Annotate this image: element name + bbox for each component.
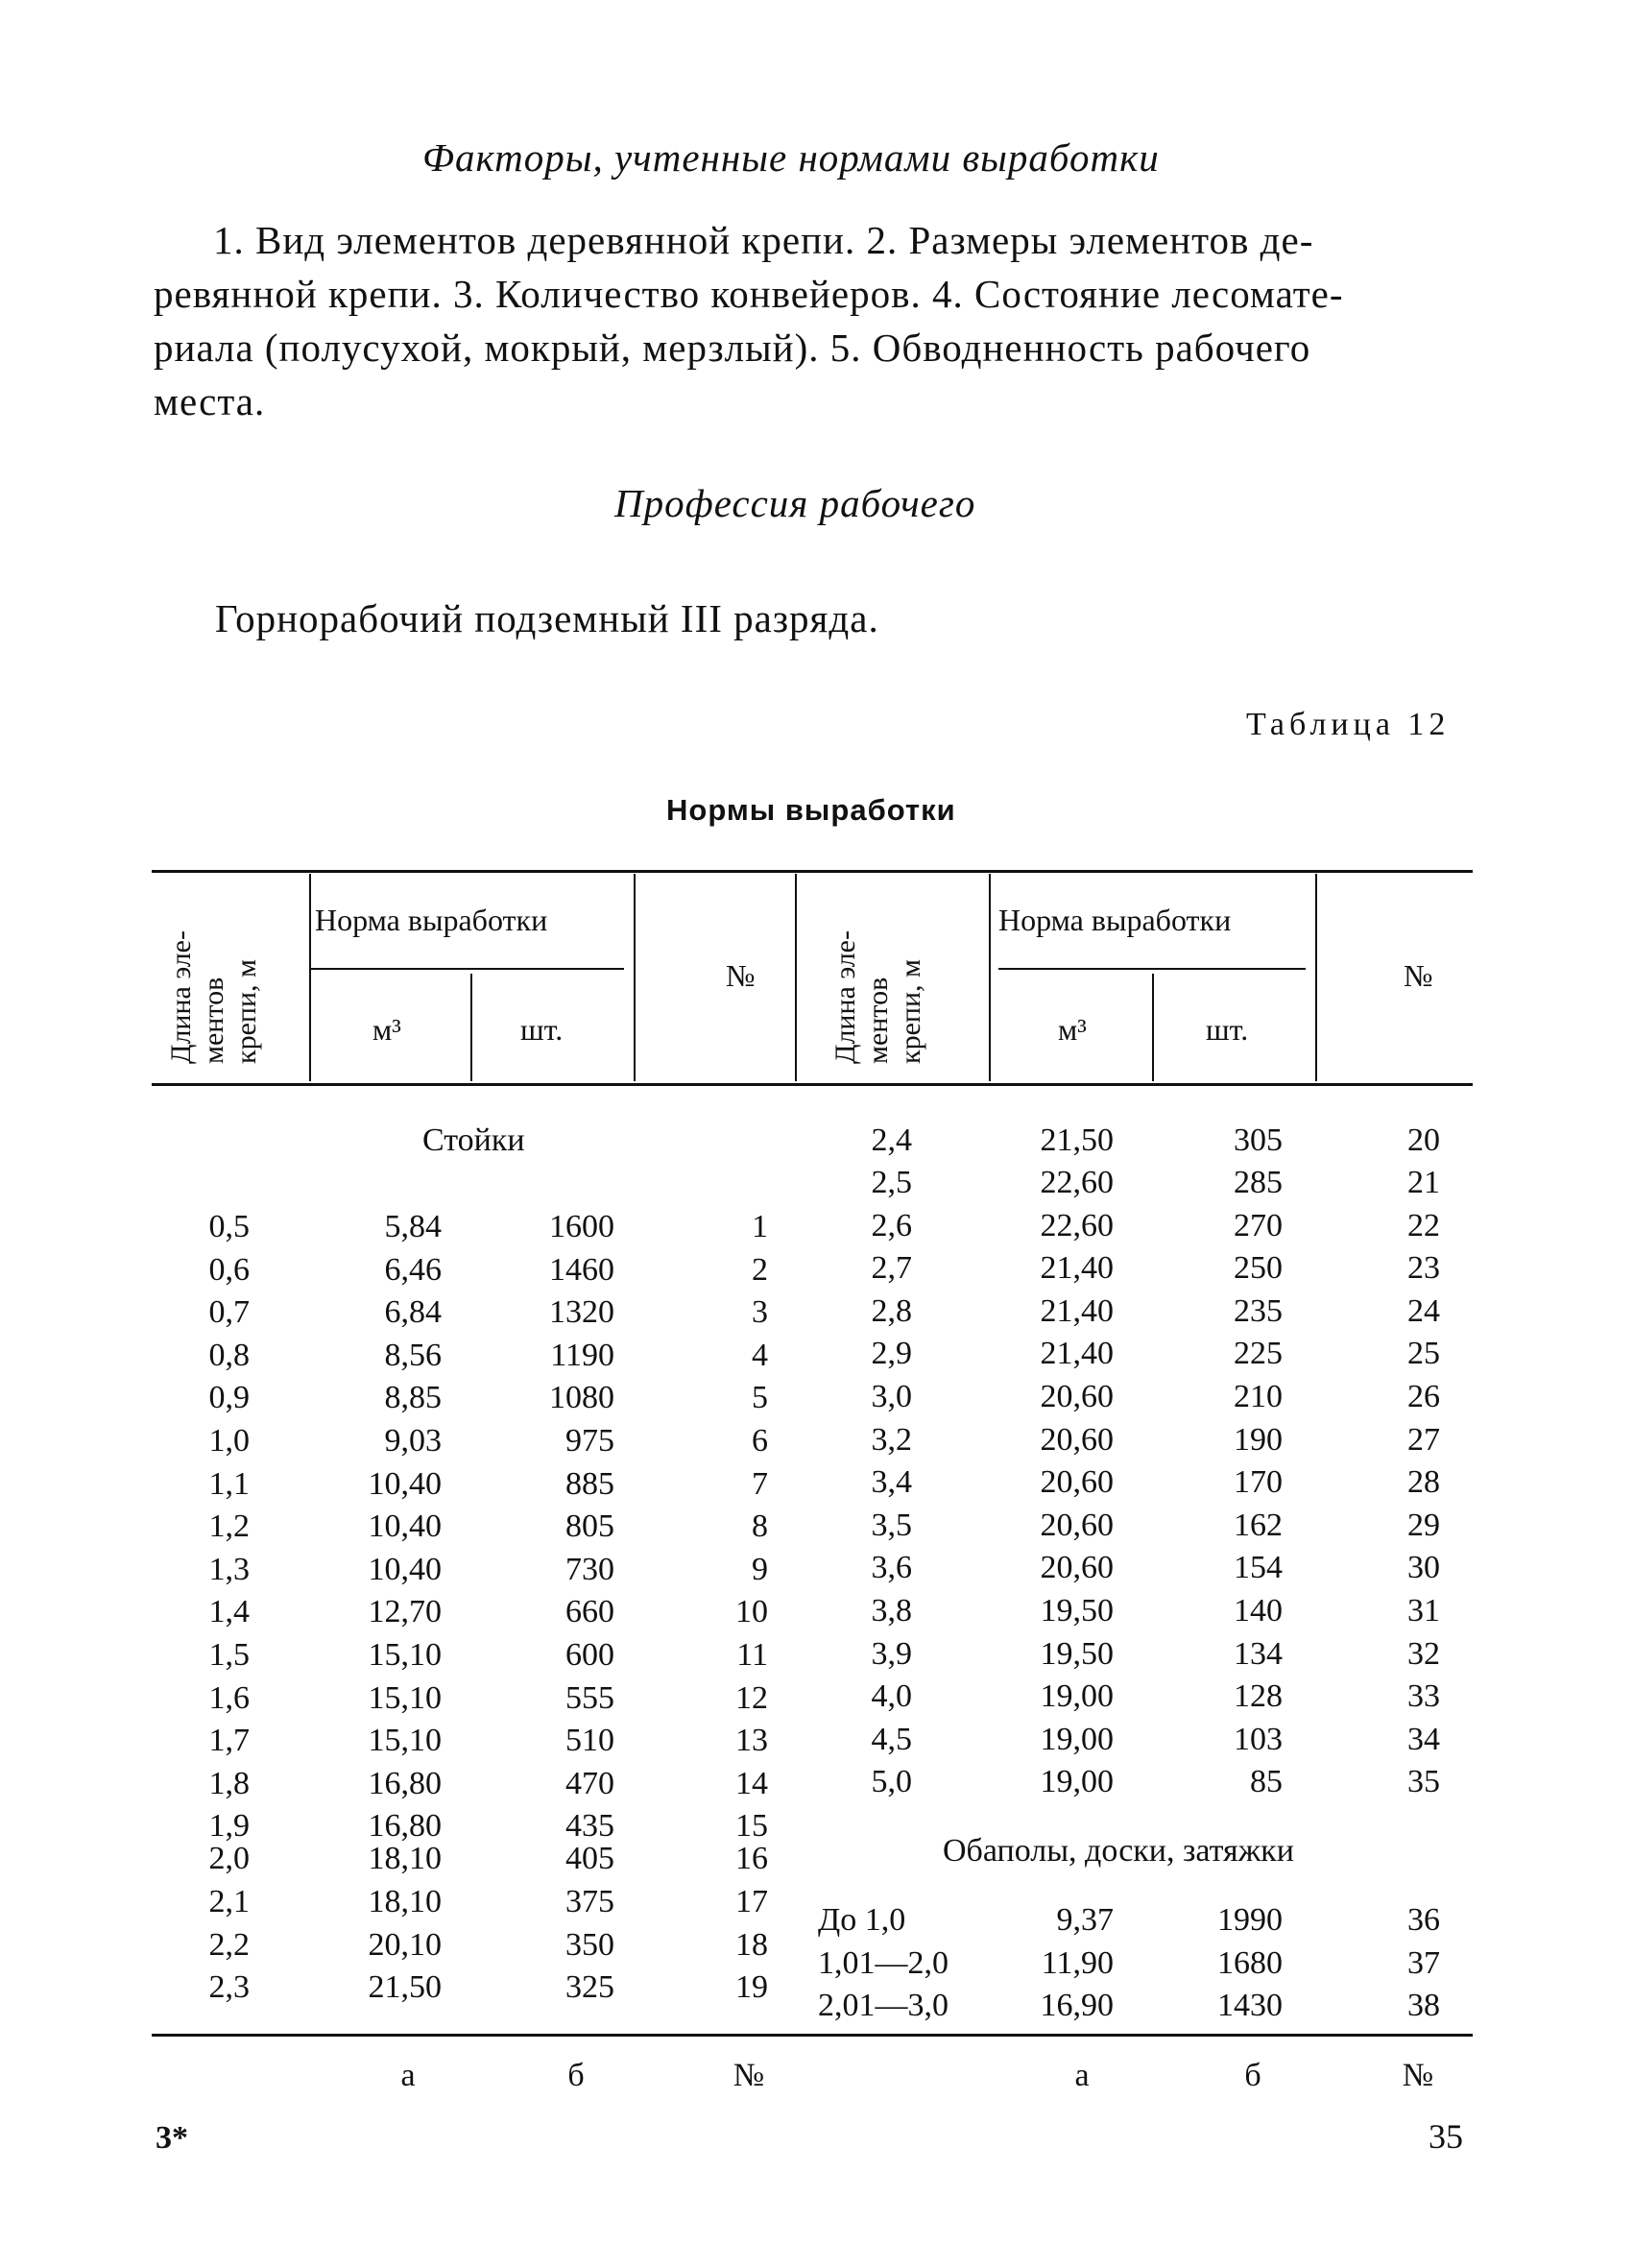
table-cell: 34 xyxy=(1407,1721,1440,1757)
table-cell: 555 xyxy=(565,1679,614,1716)
table-cell: 3,8 xyxy=(871,1593,912,1629)
table-cell: 21 xyxy=(1407,1165,1440,1200)
table-cell: 19,00 xyxy=(1040,1678,1114,1715)
norm-header: Норма выработки xyxy=(315,903,548,937)
table-cell: 1320 xyxy=(549,1294,614,1331)
table-cell: 33 xyxy=(1407,1678,1440,1715)
table-cell: 19,50 xyxy=(1040,1593,1114,1629)
table-cell: 2,3 xyxy=(208,1969,250,2006)
table-cell: 12 xyxy=(735,1679,768,1716)
table-title: Нормы выработки xyxy=(666,793,956,827)
factors-line-2: ревянной крепи. 3. Количество конвейеров. 4. Состояние лесомате- xyxy=(154,272,1344,316)
table-cell: 15,10 xyxy=(368,1637,442,1673)
table-cell: 18,10 xyxy=(368,1884,442,1919)
pcs-header: шт. xyxy=(1206,1012,1249,1047)
table-cell: 103 xyxy=(1234,1721,1283,1757)
table-cell: 1,6 xyxy=(208,1679,250,1716)
table-cell: 3,4 xyxy=(871,1464,912,1501)
table-cell: 12,70 xyxy=(368,1594,442,1630)
table-cell: 24 xyxy=(1407,1292,1440,1329)
table-cell: 31 xyxy=(1407,1593,1440,1629)
length-header: Длина эле- ментов крепи, м xyxy=(165,930,262,1064)
header-divider xyxy=(1152,974,1154,1081)
table-cell: 10 xyxy=(735,1594,768,1630)
table-cell: 805 xyxy=(565,1508,614,1545)
table-cell: 0,5 xyxy=(208,1209,250,1244)
footer-col-num: № xyxy=(1402,2058,1434,2093)
table-cell: 2,5 xyxy=(871,1165,912,1200)
table-cell: 3,6 xyxy=(871,1550,912,1586)
table-cell: 6,46 xyxy=(384,1251,442,1288)
table-cell: 25 xyxy=(1407,1336,1440,1372)
table-cell: 1680 xyxy=(1217,1944,1283,1981)
table-cell: 0,7 xyxy=(208,1294,250,1331)
table-cell: 20,60 xyxy=(1040,1379,1114,1414)
factors-line-1: 1. Вид элементов деревянной крепи. 2. Размеры элементов де- xyxy=(213,218,1314,262)
table-cell: 20,60 xyxy=(1040,1464,1114,1501)
table-cell: 85 xyxy=(1250,1764,1283,1800)
table-cell: 16,80 xyxy=(368,1808,442,1845)
table-cell: 190 xyxy=(1234,1421,1283,1458)
table-bottom-rule xyxy=(152,2034,1473,2037)
table-cell: 19 xyxy=(735,1969,768,2006)
table-cell: 36 xyxy=(1407,1902,1440,1938)
table-cell: 1,2 xyxy=(208,1508,250,1545)
factors-line-4: места. xyxy=(154,379,266,423)
table-cell: 600 xyxy=(565,1637,614,1673)
table-cell: 26 xyxy=(1407,1379,1440,1414)
table-cell: 3,2 xyxy=(871,1421,912,1458)
table-cell: 225 xyxy=(1234,1336,1283,1372)
norm-underline xyxy=(311,968,624,970)
table-cell: 11 xyxy=(736,1637,768,1673)
table-cell: 17 xyxy=(735,1884,768,1919)
table-cell: 21,40 xyxy=(1040,1250,1114,1287)
table-cell: 885 xyxy=(565,1465,614,1502)
table-cell: 1,4 xyxy=(208,1594,250,1630)
table-cell: 1,3 xyxy=(208,1551,250,1587)
header-divider xyxy=(309,874,311,1081)
header-divider xyxy=(470,974,472,1081)
table-cell: 0,9 xyxy=(208,1380,250,1416)
table-cell: 1460 xyxy=(549,1251,614,1288)
table-cell: 3,9 xyxy=(871,1635,912,1672)
table-cell: 660 xyxy=(565,1594,614,1630)
table-cell: 16 xyxy=(735,1841,768,1877)
table-cell: 1,8 xyxy=(208,1765,250,1801)
table-cell: 8 xyxy=(752,1508,768,1545)
header-divider xyxy=(1315,874,1317,1081)
table-cell: 375 xyxy=(565,1884,614,1919)
table-cell: 2,01—3,0 xyxy=(818,1988,949,2024)
table-cell: 35 xyxy=(1407,1764,1440,1800)
section-title-profession: Профессия рабочего xyxy=(614,481,976,525)
table-cell: 28 xyxy=(1407,1464,1440,1501)
table-cell: 22,60 xyxy=(1040,1165,1114,1200)
table-cell: 29 xyxy=(1407,1507,1440,1543)
page-number: 35 xyxy=(1429,2117,1463,2156)
table-cell: 350 xyxy=(565,1926,614,1963)
norm-underline xyxy=(998,968,1306,970)
table-cell: 2 xyxy=(752,1251,768,1288)
table-cell: 19,00 xyxy=(1040,1764,1114,1800)
table-cell: 5 xyxy=(752,1380,768,1416)
table-cell: 20,10 xyxy=(368,1926,442,1963)
table-cell: 6,84 xyxy=(384,1294,442,1331)
table-cell: 1,5 xyxy=(208,1637,250,1673)
table-cell: 170 xyxy=(1234,1464,1283,1501)
m3-header: м³ xyxy=(1058,1012,1087,1047)
table-cell: 32 xyxy=(1407,1635,1440,1672)
table-cell: 10,40 xyxy=(368,1508,442,1545)
footer-col-num: № xyxy=(732,2058,765,2093)
table-cell: 3,5 xyxy=(871,1507,912,1543)
factors-line-3: риала (полусухой, мокрый, мерзлый). 5. Обводненность рабочего xyxy=(154,326,1311,370)
pcs-header: шт. xyxy=(520,1012,564,1047)
table-cell: 4,5 xyxy=(871,1721,912,1757)
table-cell: 20 xyxy=(1407,1122,1440,1158)
table-cell: 22 xyxy=(1407,1207,1440,1243)
table-cell: 5,0 xyxy=(871,1764,912,1800)
table-cell: 285 xyxy=(1234,1165,1283,1200)
table-cell: 21,40 xyxy=(1040,1336,1114,1372)
table-cell: 4 xyxy=(752,1337,768,1373)
table-cell: 8,56 xyxy=(384,1337,442,1373)
table-cell: 1,0 xyxy=(208,1423,250,1459)
header-divider xyxy=(795,874,797,1081)
table-cell: 8,85 xyxy=(384,1380,442,1416)
norm-header: Норма выработки xyxy=(998,903,1232,937)
table-cell: До 1,0 xyxy=(818,1902,906,1938)
table-cell: 4,0 xyxy=(871,1678,912,1715)
table-cell: 162 xyxy=(1234,1507,1283,1543)
table-cell: 1,1 xyxy=(208,1465,250,1502)
table-cell: 13 xyxy=(735,1723,768,1759)
table-cell: 15 xyxy=(735,1808,768,1845)
table-cell: 9,03 xyxy=(384,1423,442,1459)
table-cell: 7 xyxy=(752,1465,768,1502)
profession-text: Горнорабочий подземный III разряда. xyxy=(215,596,879,640)
table-cell: 15,10 xyxy=(368,1723,442,1759)
table-cell: 325 xyxy=(565,1969,614,2006)
group-label-obapoly: Обаполы, доски, затяжки xyxy=(943,1833,1294,1869)
table-cell: 5,84 xyxy=(384,1209,442,1244)
table-cell: 975 xyxy=(565,1423,614,1459)
table-cell: 3,0 xyxy=(871,1379,912,1414)
table-cell: 1190 xyxy=(550,1337,614,1373)
table-cell: 10,40 xyxy=(368,1551,442,1587)
table-cell: 27 xyxy=(1407,1421,1440,1458)
table-cell: 9,37 xyxy=(1056,1902,1114,1938)
table-cell: 1,01—2,0 xyxy=(818,1944,949,1981)
table-cell: 1,9 xyxy=(208,1808,250,1845)
footer-col-a: а xyxy=(400,2058,416,2093)
length-header: Длина эле- ментов крепи, м xyxy=(829,930,926,1064)
table-header-rule xyxy=(152,1083,1473,1086)
table-cell: 1990 xyxy=(1217,1902,1283,1938)
table-cell: 20,60 xyxy=(1040,1507,1114,1543)
table-cell: 305 xyxy=(1234,1122,1283,1158)
table-cell: 1,7 xyxy=(208,1723,250,1759)
table-cell: 134 xyxy=(1234,1635,1283,1672)
factors-paragraph xyxy=(154,213,1488,428)
table-cell: 2,1 xyxy=(208,1884,250,1919)
footer-col-b: б xyxy=(567,2058,585,2093)
table-cell: 140 xyxy=(1234,1593,1283,1629)
table-cell: 270 xyxy=(1234,1207,1283,1243)
table-cell: 0,6 xyxy=(208,1251,250,1288)
table-cell: 6 xyxy=(752,1423,768,1459)
table-cell: 19,50 xyxy=(1040,1635,1114,1672)
table-cell: 2,7 xyxy=(871,1250,912,1287)
table-cell: 128 xyxy=(1234,1678,1283,1715)
table-top-rule xyxy=(152,870,1473,873)
table-cell: 2,8 xyxy=(871,1292,912,1329)
section-title-factors: Факторы, учтенные нормами выработки xyxy=(422,135,1160,180)
table-cell: 16,90 xyxy=(1040,1988,1114,2024)
table-cell: 23 xyxy=(1407,1250,1440,1287)
table-cell: 2,2 xyxy=(208,1926,250,1963)
header-divider xyxy=(634,874,636,1081)
header-divider xyxy=(989,874,991,1081)
num-header: № xyxy=(1404,958,1433,993)
table-cell: 20,60 xyxy=(1040,1421,1114,1458)
table-cell: 11,90 xyxy=(1041,1944,1114,1981)
table-cell: 37 xyxy=(1407,1944,1440,1981)
table-cell: 510 xyxy=(565,1723,614,1759)
table-cell: 3 xyxy=(752,1294,768,1331)
table-cell: 250 xyxy=(1234,1250,1283,1287)
table-cell: 2,0 xyxy=(208,1841,250,1877)
table-cell: 15,10 xyxy=(368,1679,442,1716)
table-cell: 2,4 xyxy=(871,1122,912,1158)
table-cell: 1 xyxy=(752,1209,768,1244)
table-cell: 470 xyxy=(565,1765,614,1801)
table-cell: 21,50 xyxy=(368,1969,442,2006)
table-cell: 0,8 xyxy=(208,1337,250,1373)
table-cell: 9 xyxy=(752,1551,768,1587)
footer-col-a: а xyxy=(1074,2058,1090,2093)
num-header: № xyxy=(726,958,756,993)
table-label: Таблица 12 xyxy=(1246,707,1451,742)
table-cell: 405 xyxy=(565,1841,614,1877)
table-cell: 16,80 xyxy=(368,1765,442,1801)
m3-header: м³ xyxy=(372,1012,401,1047)
table-cell: 21,40 xyxy=(1040,1292,1114,1329)
group-label-stoiki: Стойки xyxy=(422,1122,525,1158)
table-cell: 22,60 xyxy=(1040,1207,1114,1243)
table-cell: 38 xyxy=(1407,1988,1440,2024)
table-cell: 1600 xyxy=(549,1209,614,1244)
table-cell: 730 xyxy=(565,1551,614,1587)
signature-mark: 3* xyxy=(156,2120,188,2156)
table-cell: 235 xyxy=(1234,1292,1283,1329)
table-cell: 30 xyxy=(1407,1550,1440,1586)
table-cell: 18,10 xyxy=(368,1841,442,1877)
table-cell: 10,40 xyxy=(368,1465,442,1502)
table-cell: 1080 xyxy=(549,1380,614,1416)
table-cell: 18 xyxy=(735,1926,768,1963)
table-cell: 435 xyxy=(565,1808,614,1845)
table-cell: 1430 xyxy=(1217,1988,1283,2024)
table-cell: 20,60 xyxy=(1040,1550,1114,1586)
table-cell: 19,00 xyxy=(1040,1721,1114,1757)
table-cell: 2,9 xyxy=(871,1336,912,1372)
table-cell: 2,6 xyxy=(871,1207,912,1243)
table-cell: 21,50 xyxy=(1040,1122,1114,1158)
table-cell: 14 xyxy=(735,1765,768,1801)
footer-col-b: б xyxy=(1244,2058,1261,2093)
table-cell: 154 xyxy=(1234,1550,1283,1586)
table-cell: 210 xyxy=(1234,1379,1283,1414)
